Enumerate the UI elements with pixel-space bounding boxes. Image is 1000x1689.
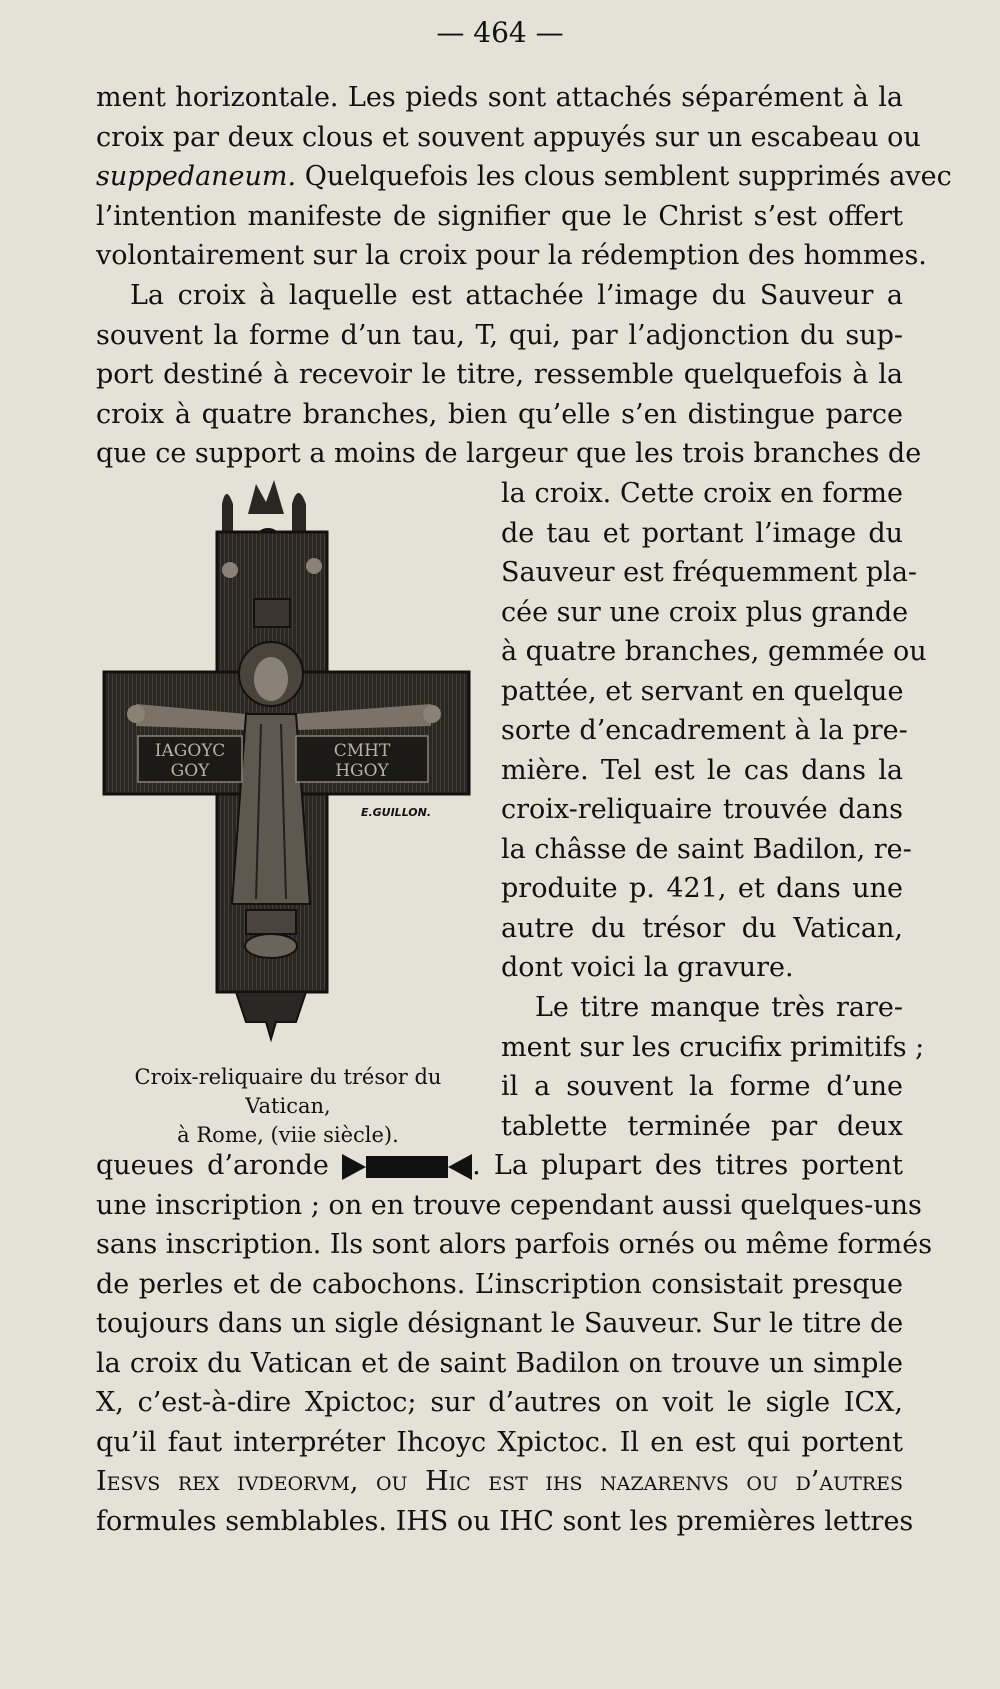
text-line: port destiné à recevoir le titre, ressemble quelquefois à la — [96, 359, 903, 390]
reliquary-cross-engraving — [96, 474, 481, 1054]
text-line: la croix du Vatican et de saint Badilon on trouve un simple — [96, 1347, 903, 1379]
text-line: croix par deux clous et souvent appuyés sur un escabeau ou — [96, 121, 921, 153]
paragraph-2 — [96, 276, 922, 474]
cross-inscription: IAGOYC — [154, 741, 226, 761]
dovetail-title-icon — [342, 1152, 472, 1182]
text-line: à quatre branches, gemmée ou — [501, 636, 927, 667]
text-line — [96, 1146, 903, 1186]
text-line: de perles et de cabochons. L’inscription consistait presque — [96, 1268, 903, 1300]
text-line: croix-reliquaire trouvée dans — [501, 794, 903, 825]
text-line: que ce support a moins de largeur que les trois branches de — [96, 438, 922, 469]
text-line: la châsse de saint Badilon, re- — [501, 833, 912, 865]
text-line: X, c’est-à-dire Xpictoc; sur d’autres on voit le sigle ICX, — [96, 1387, 903, 1418]
text-line: formules semblables. IHS ou IHC sont les premières lettres — [96, 1505, 914, 1537]
text-line: qu’il faut interpréter Ihcoyc Xpictoc. Il en est qui portent — [96, 1426, 903, 1458]
side-column-1 — [501, 474, 927, 988]
text-line: Le titre manque très rare- — [535, 992, 903, 1023]
caption-line: Croix-reliquaire du trésor du Vatican, — [134, 1065, 442, 1118]
text-line: l’intention manifeste de signifier que le Christ s’est offert — [96, 200, 903, 232]
side-column-2 — [501, 988, 925, 1146]
text-line: une inscription ; on en trouve cependant aussi quelques-uns — [96, 1189, 922, 1221]
paragraph-3 — [96, 1146, 933, 1541]
text-line: la croix. Cette croix en forme — [501, 478, 903, 509]
text-line: volontairement sur la croix pour la rédemption des hommes. — [96, 240, 927, 271]
text-line: La croix à laquelle est attachée l’image du Sauveur a — [130, 280, 903, 311]
text-line: souvent la forme d’un tau, T, qui, par l’adjonction du sup- — [96, 319, 903, 351]
text-line: pattée, et servant en quelque — [501, 675, 904, 707]
text-line: dont voici la gravure. — [501, 952, 794, 983]
text-line: produite p. 421, et dans une — [501, 873, 903, 904]
cross-inscription: HGOY — [335, 761, 389, 781]
text-line: toujours dans un sigle désignant le Sauveur. Sur le titre de — [96, 1308, 904, 1339]
text-line: ment horizontale. Les pieds sont attachés séparément à la — [96, 82, 903, 113]
text-line: croix à quatre branches, bien qu’elle s’en distingue parce — [96, 398, 903, 430]
figure-caption — [92, 1063, 484, 1150]
engraver-signature: E.GUILLON. — [360, 806, 432, 819]
text-line: il a souvent la forme d’une — [501, 1071, 903, 1102]
text-fragment: queues d’aronde — [96, 1150, 329, 1181]
text-line: autre du trésor du Vatican, — [501, 912, 903, 944]
text-line: mière. Tel est le cas dans la — [501, 754, 903, 786]
text-line: sorte d’encadrement à la pre- — [501, 715, 908, 746]
text-fragment: . La plupart des titres portent — [472, 1150, 903, 1181]
text-line: suppedaneum. Quelquefois les clous semblent supprimés avec — [96, 161, 952, 192]
text-line: Sauveur est fréquemment pla- — [501, 557, 918, 588]
page-number: — 464 — — [436, 16, 564, 49]
paragraph-1 — [96, 78, 952, 276]
text-line: ment sur les crucifix primitifs ; — [501, 1031, 925, 1063]
cross-inscription: CMHT — [333, 741, 391, 761]
text-line: sans inscription. Ils sont alors parfois ornés ou même formés — [96, 1229, 933, 1260]
text-line: tablette terminée par deux — [501, 1110, 903, 1142]
italic-term: suppedaneum. — [96, 161, 297, 192]
text-line: cée sur une croix plus grande — [501, 596, 909, 628]
cross-inscription: GOY — [170, 761, 210, 781]
text-line: de tau et portant l’image du — [501, 517, 903, 549]
text-line: Iesvs rex ivdeorvm, ou Hic est ihs nazarenvs ou d’autres — [96, 1466, 903, 1497]
cross-illustration — [96, 474, 481, 1054]
caption-line: à Rome, (viie siècle). — [177, 1123, 399, 1147]
